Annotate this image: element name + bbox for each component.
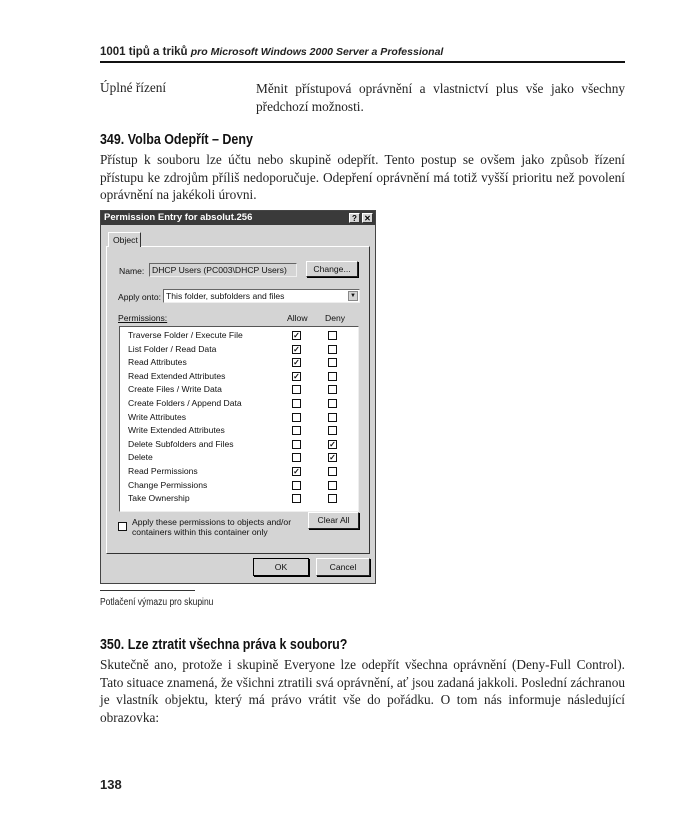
section-350-text: Skutečně ano, protože i skupině Everyone lze odepřít všechna oprávnění (Deny-Full Control). Tato situace znamená, že všichni ztratili svá oprávnění, ať jsou zadaná jakkoli. Poslední záchranou je vlastník objektu, který má právo vrátit vše do pořádku. O tom nás informuje následující obrazovka: xyxy=(100,657,625,725)
allow-checkbox[interactable] xyxy=(292,413,301,422)
permission-name: Delete xyxy=(128,452,153,463)
name-label: Name: xyxy=(119,266,145,276)
permissions-label: Permissions: xyxy=(118,313,168,323)
apply-onto-label: Apply onto: xyxy=(118,292,161,302)
deny-checkbox[interactable] xyxy=(328,481,337,490)
deny-checkbox[interactable] xyxy=(328,372,337,381)
book-subtitle: pro Microsoft Windows 2000 Server a Professional xyxy=(190,46,444,58)
allow-checkbox[interactable] xyxy=(292,453,301,462)
cancel-button[interactable]: Cancel xyxy=(316,558,370,576)
deny-checkbox[interactable] xyxy=(328,413,337,422)
caption-rule xyxy=(100,590,195,591)
permission-name: Read Permissions xyxy=(128,466,198,476)
deny-checkbox[interactable] xyxy=(328,345,337,354)
chevron-down-icon[interactable]: ▼ xyxy=(348,291,358,301)
section-350-heading: 350. Lze ztratit všechna práva k souboru? xyxy=(100,637,348,653)
permission-row xyxy=(128,384,358,398)
permission-row xyxy=(128,357,358,371)
permission-name: Read Attributes xyxy=(128,357,187,368)
permission-name: Change Permissions xyxy=(128,479,208,490)
apply-only-checkbox[interactable] xyxy=(118,522,127,531)
permission-row xyxy=(128,398,358,412)
page-number: 138 xyxy=(100,777,122,792)
permissions-list[interactable] xyxy=(119,326,359,512)
book-title: 1001 tipů a triků xyxy=(100,46,188,58)
change-button[interactable]: Change... xyxy=(306,261,358,277)
deny-checkbox[interactable] xyxy=(328,385,337,394)
name-field: DHCP Users (PC003\DHCP Users) xyxy=(149,263,297,277)
permission-name: Delete Subfolders and Files xyxy=(128,438,234,449)
apply-only-label: Apply these permissions to objects and/or containers within this container only xyxy=(132,517,292,537)
permission-row xyxy=(128,330,358,344)
permission-row xyxy=(128,371,358,385)
allow-checkbox[interactable] xyxy=(292,399,301,408)
deny-checkbox[interactable] xyxy=(328,399,337,408)
permission-name: List Folder / Read Data xyxy=(128,343,217,354)
permission-name: Write Extended Attributes xyxy=(128,425,225,436)
permission-row xyxy=(128,425,358,439)
running-header xyxy=(100,46,625,63)
permission-name: Write Attributes xyxy=(128,411,187,422)
allow-checkbox[interactable]: ✓ xyxy=(293,331,300,340)
permission-name: Traverse Folder / Execute File xyxy=(128,330,243,340)
definition-text: Měnit přístupová oprávnění a vlastnictví plus vše jako všechny předchozí možnosti. xyxy=(256,81,625,114)
allow-checkbox[interactable] xyxy=(292,494,301,503)
allow-checkbox[interactable]: ✓ xyxy=(293,467,300,476)
definition-term: Úplné řízení xyxy=(100,80,167,95)
permission-name: Take Ownership xyxy=(128,493,190,504)
deny-checkbox[interactable] xyxy=(328,467,337,476)
deny-header: Deny xyxy=(325,313,346,323)
deny-checkbox[interactable] xyxy=(328,331,337,340)
apply-onto-value: This folder, subfolders and files xyxy=(166,291,285,301)
dialog-title: Permission Entry for absolut.256 xyxy=(104,212,253,223)
permission-row xyxy=(128,452,358,466)
deny-checkbox[interactable] xyxy=(328,358,337,367)
permission-entry-dialog xyxy=(100,210,376,584)
permission-row xyxy=(128,412,358,426)
figure-caption: Potlačení výmazu pro skupinu xyxy=(100,597,214,608)
allow-checkbox[interactable] xyxy=(292,481,301,490)
allow-checkbox[interactable]: ✓ xyxy=(293,371,300,381)
clear-all-button[interactable]: Clear All xyxy=(308,512,359,529)
title-bar xyxy=(101,211,375,225)
allow-checkbox[interactable] xyxy=(292,426,301,435)
permission-name: Create Folders / Append Data xyxy=(128,398,242,408)
allow-header: Allow xyxy=(287,313,308,323)
allow-checkbox[interactable] xyxy=(292,385,301,394)
deny-checkbox[interactable]: ✓ xyxy=(329,453,336,463)
section-349-text: Přístup k souboru lze účtu nebo skupině odepřít. Tento postup se ovšem jako způsob řízení přístupu ke zdrojům příliš nedoporučuje. Odepření oprávnění má totiž vyšší prioritu než povolení oprávnění na jakékoli úrovni. xyxy=(100,152,625,202)
permission-row xyxy=(128,493,358,507)
permission-name: Read Extended Attributes xyxy=(128,370,226,381)
allow-checkbox[interactable] xyxy=(292,440,301,449)
ok-button[interactable]: OK xyxy=(253,558,309,576)
help-button[interactable]: ? xyxy=(349,213,360,223)
section-349-heading: 349. Volba Odepřít – Deny xyxy=(100,132,253,148)
allow-checkbox[interactable]: ✓ xyxy=(293,358,300,368)
tab-object[interactable]: Object xyxy=(108,232,141,247)
deny-checkbox[interactable]: ✓ xyxy=(329,439,336,449)
permission-row xyxy=(128,439,358,453)
permission-row xyxy=(128,466,358,480)
allow-checkbox[interactable]: ✓ xyxy=(293,344,300,354)
permission-row xyxy=(128,480,358,494)
deny-checkbox[interactable] xyxy=(328,494,337,503)
apply-onto-select[interactable] xyxy=(163,289,360,303)
permission-row xyxy=(128,344,358,358)
close-button[interactable]: ✕ xyxy=(362,213,373,223)
permission-name: Create Files / Write Data xyxy=(128,384,222,395)
deny-checkbox[interactable] xyxy=(328,426,337,435)
